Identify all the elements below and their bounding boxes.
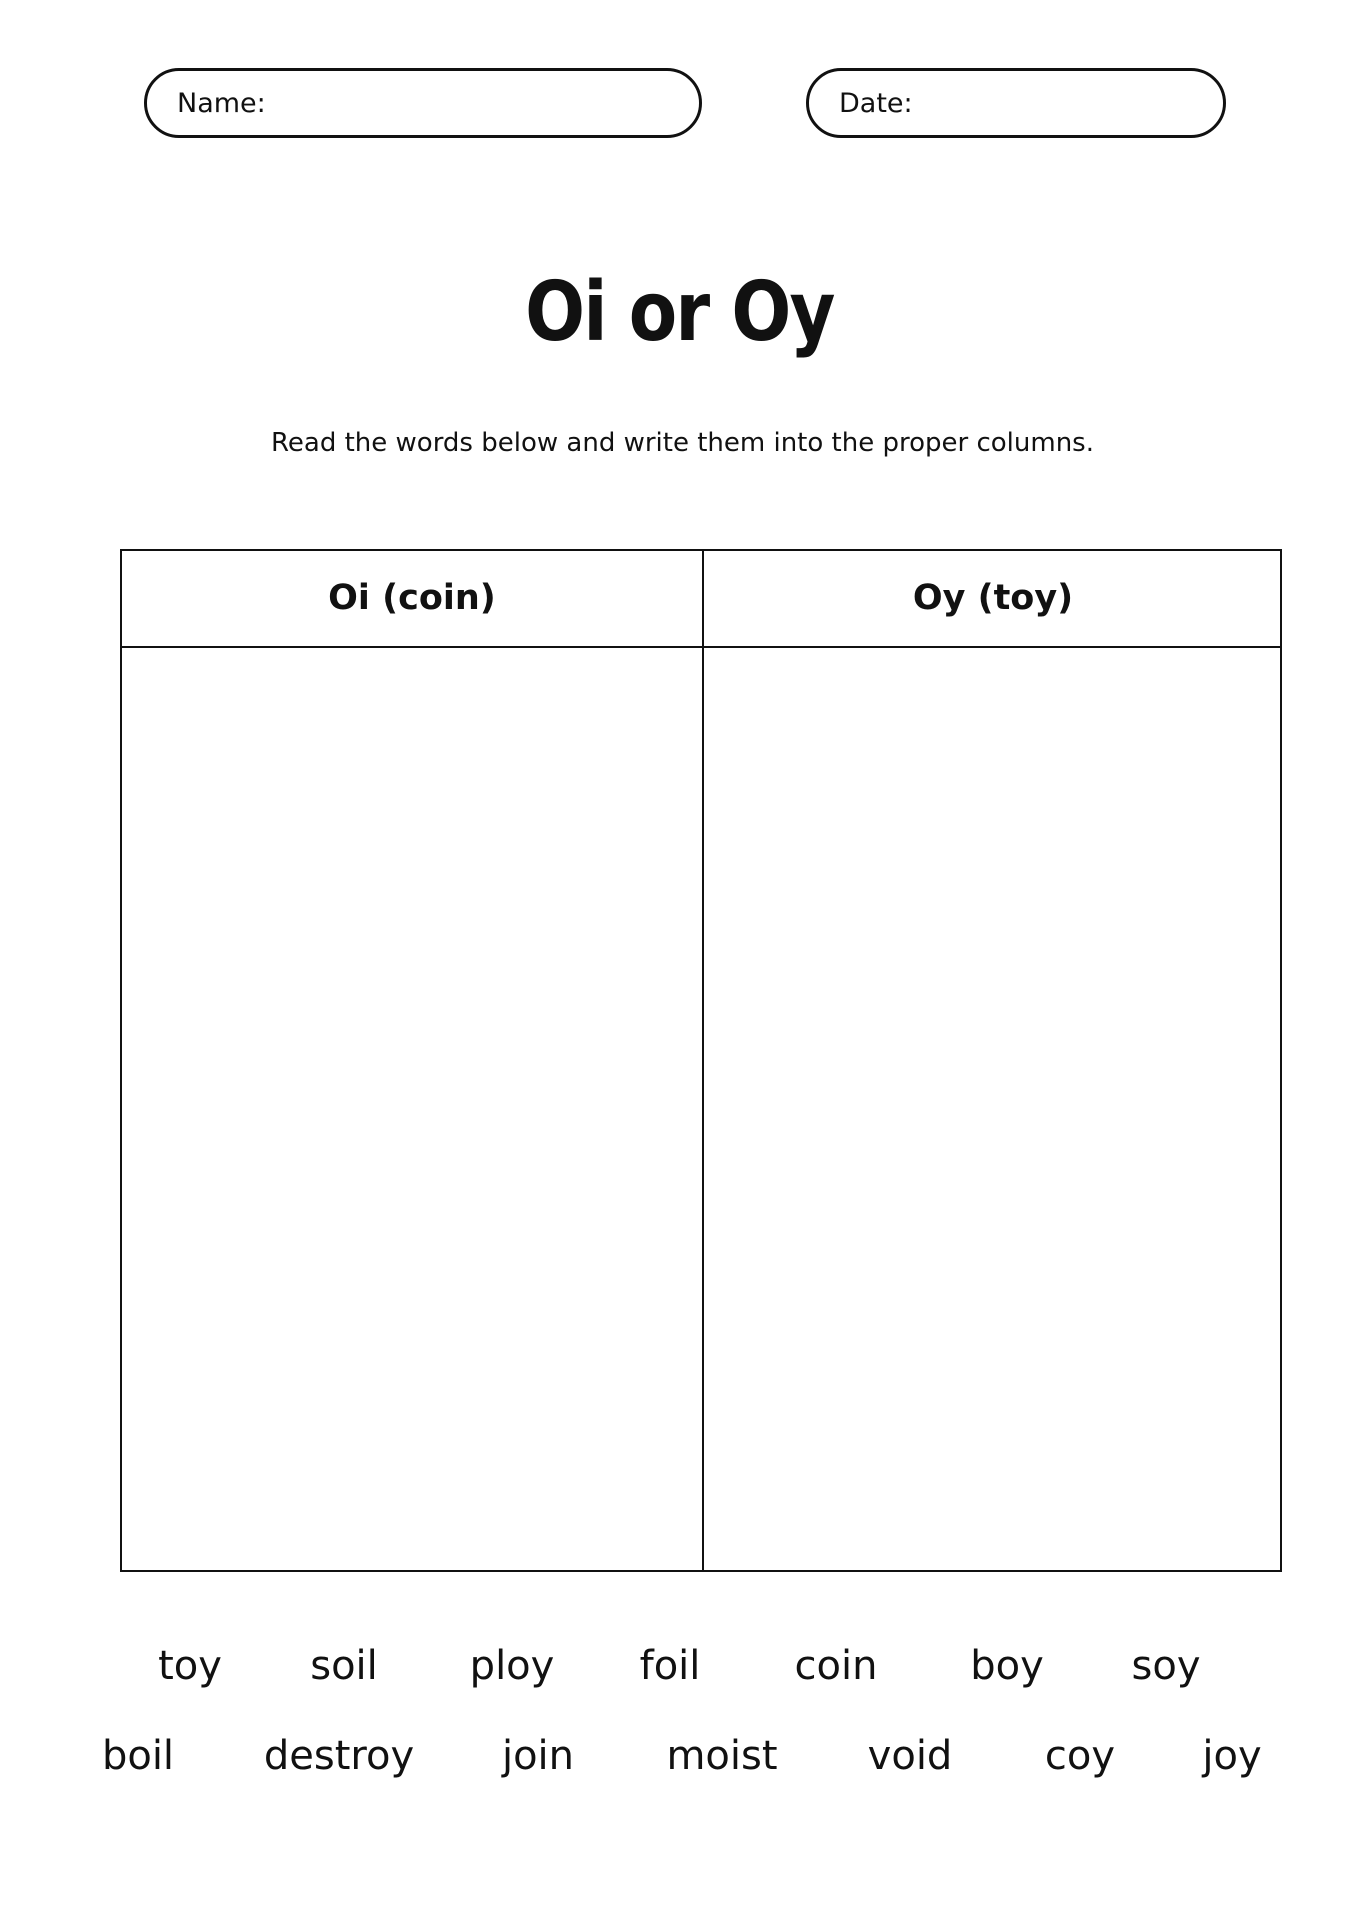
word-bank-item: foil [639,1643,701,1689]
name-label: Name: [177,87,266,119]
column-header-oi: Oi (coin) [328,578,496,618]
column-header-oy: Oy (toy) [912,578,1074,618]
word-bank-item: ploy [469,1643,555,1689]
word-bank-item: void [867,1733,953,1779]
word-bank-item: coy [1044,1733,1116,1779]
column-write-area-oi[interactable] [122,648,702,1570]
name-input[interactable] [272,82,673,124]
word-bank-item: soil [310,1643,378,1689]
date-field[interactable] [806,68,1226,138]
word-bank-item: boy [970,1643,1044,1689]
word-bank-item: coin [794,1643,878,1689]
page-title: Oi or Oy [525,265,834,360]
instructions-text: Read the words below and write them into the proper columns. [271,428,1094,458]
column-write-area-oy[interactable] [704,648,1282,1570]
word-bank-item: boil [101,1733,175,1779]
word-bank-item: moist [666,1733,778,1779]
word-bank-item: joy [1202,1733,1262,1779]
word-bank-item: toy [158,1643,222,1689]
date-label: Date: [839,87,913,119]
word-bank-item: join [501,1733,575,1779]
word-bank-item: destroy [263,1733,415,1779]
date-input[interactable] [919,82,1247,124]
sorting-table [120,549,1282,1572]
name-field[interactable] [144,68,702,138]
word-bank-item: soy [1131,1643,1201,1689]
